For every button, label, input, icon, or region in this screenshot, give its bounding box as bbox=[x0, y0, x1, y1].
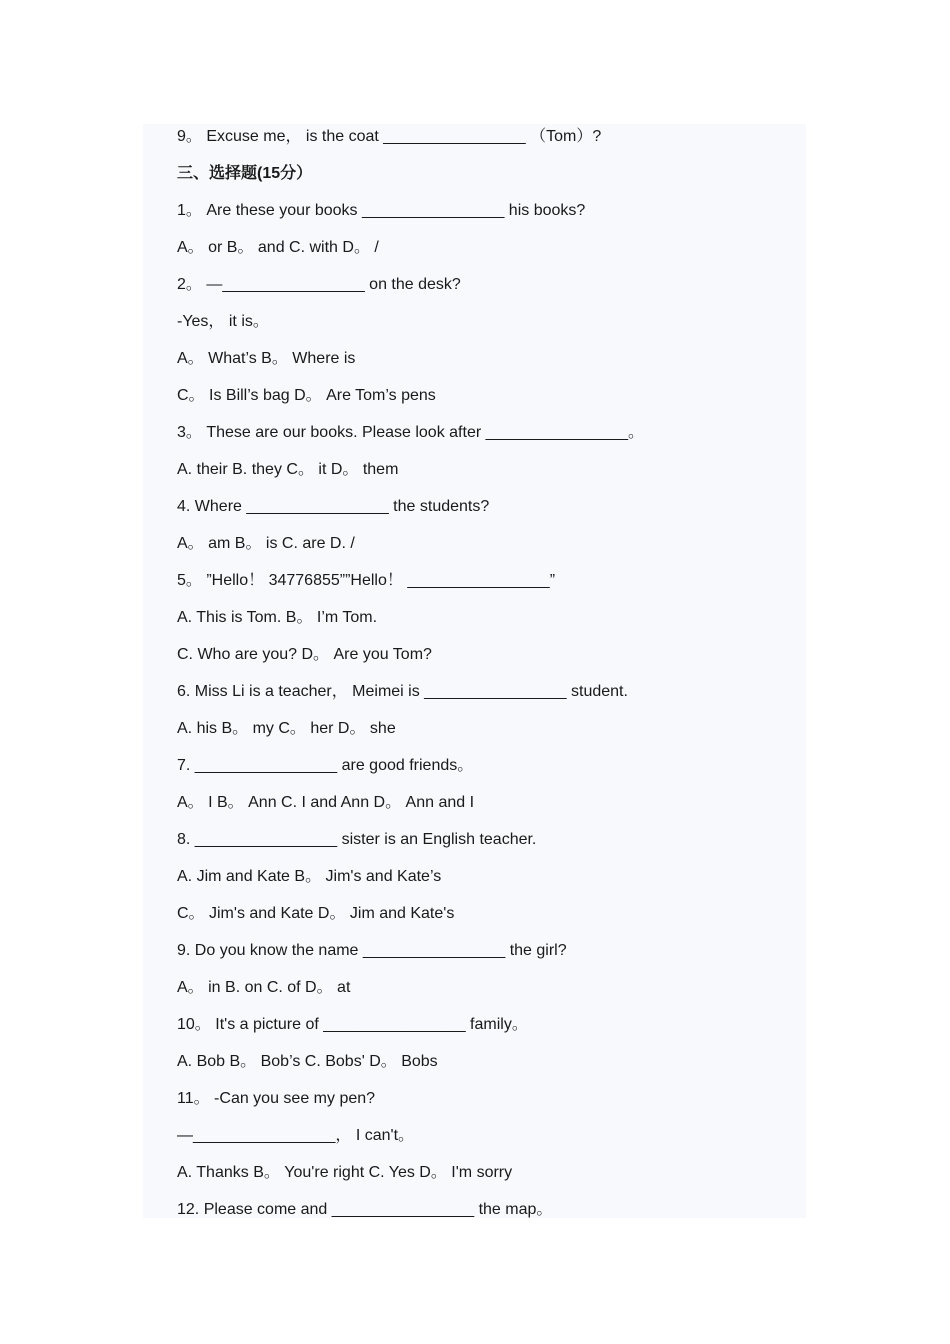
question-11: 11。 -Can you see my pen? bbox=[177, 1090, 376, 1107]
section-heading: 三、选择题(15分） bbox=[177, 165, 313, 182]
question-7: 7. ________________ are good friends。 bbox=[177, 757, 474, 774]
question-6: 6. Miss Li is a teacher， Meimei is ________________ student. bbox=[177, 683, 628, 700]
question-10: 10。 It's a picture of ________________ family。 bbox=[177, 1016, 528, 1033]
question-11-options: A. Thanks B。 You're right C. Yes D。 I'm sorry bbox=[177, 1164, 513, 1181]
question-9: 9. Do you know the name ________________ the girl? bbox=[177, 942, 567, 959]
question-7-options: A。 I B。 Ann C. I and Ann D。 Ann and I bbox=[177, 794, 475, 811]
question-8-options-ab: A. Jim and Kate B。 Jim's and Kate’s bbox=[177, 868, 442, 885]
question-9-options: A。 in B. on C. of D。 at bbox=[177, 979, 351, 996]
question-1: 1。 Are these your books ________________ his books? bbox=[177, 202, 586, 219]
question-5: 5。 ”Hello！ 34776855””Hello！ ________________” bbox=[177, 572, 556, 589]
question-3-options: A. their B. they C。 it D。 them bbox=[177, 461, 399, 478]
question-2-options-cd: C。 Is Bill’s bag D。 Are Tom’s pens bbox=[177, 387, 436, 404]
question-5-options-cd: C. Who are you? D。 Are you Tom? bbox=[177, 646, 432, 663]
question-2: 2。 —________________ on the desk? bbox=[177, 276, 461, 293]
question-8: 8. ________________ sister is an English teacher. bbox=[177, 831, 537, 848]
question-2-options-ab: A。 What’s B。 Where is bbox=[177, 350, 356, 367]
question-10-options: A. Bob B。 Bob’s C. Bobs' D。 Bobs bbox=[177, 1053, 438, 1070]
question-5-options-ab: A. This is Tom. B。 I’m Tom. bbox=[177, 609, 378, 626]
question-3: 3。 These are our books. Please look after ________________。 bbox=[177, 424, 644, 441]
document-text bbox=[177, 124, 777, 1234]
question-9-fill-blank: 9。 Excuse me， is the coat ________________ （Tom）? bbox=[177, 128, 602, 145]
question-8-options-cd: C。 Jim's and Kate D。 Jim and Kate's bbox=[177, 905, 455, 922]
question-12: 12. Please come and ________________ the map。 bbox=[177, 1201, 553, 1218]
question-11-reply: —________________， I can't。 bbox=[177, 1127, 415, 1144]
question-6-options: A. his B。 my C。 her D。 she bbox=[177, 720, 396, 737]
question-1-options: A。 or B。 and C. with D。 / bbox=[177, 239, 379, 256]
question-2-reply: -Yes， it is。 bbox=[177, 313, 269, 330]
question-4: 4. Where ________________ the students? bbox=[177, 498, 490, 515]
question-4-options: A。 am B。 is C. are D. / bbox=[177, 535, 355, 552]
